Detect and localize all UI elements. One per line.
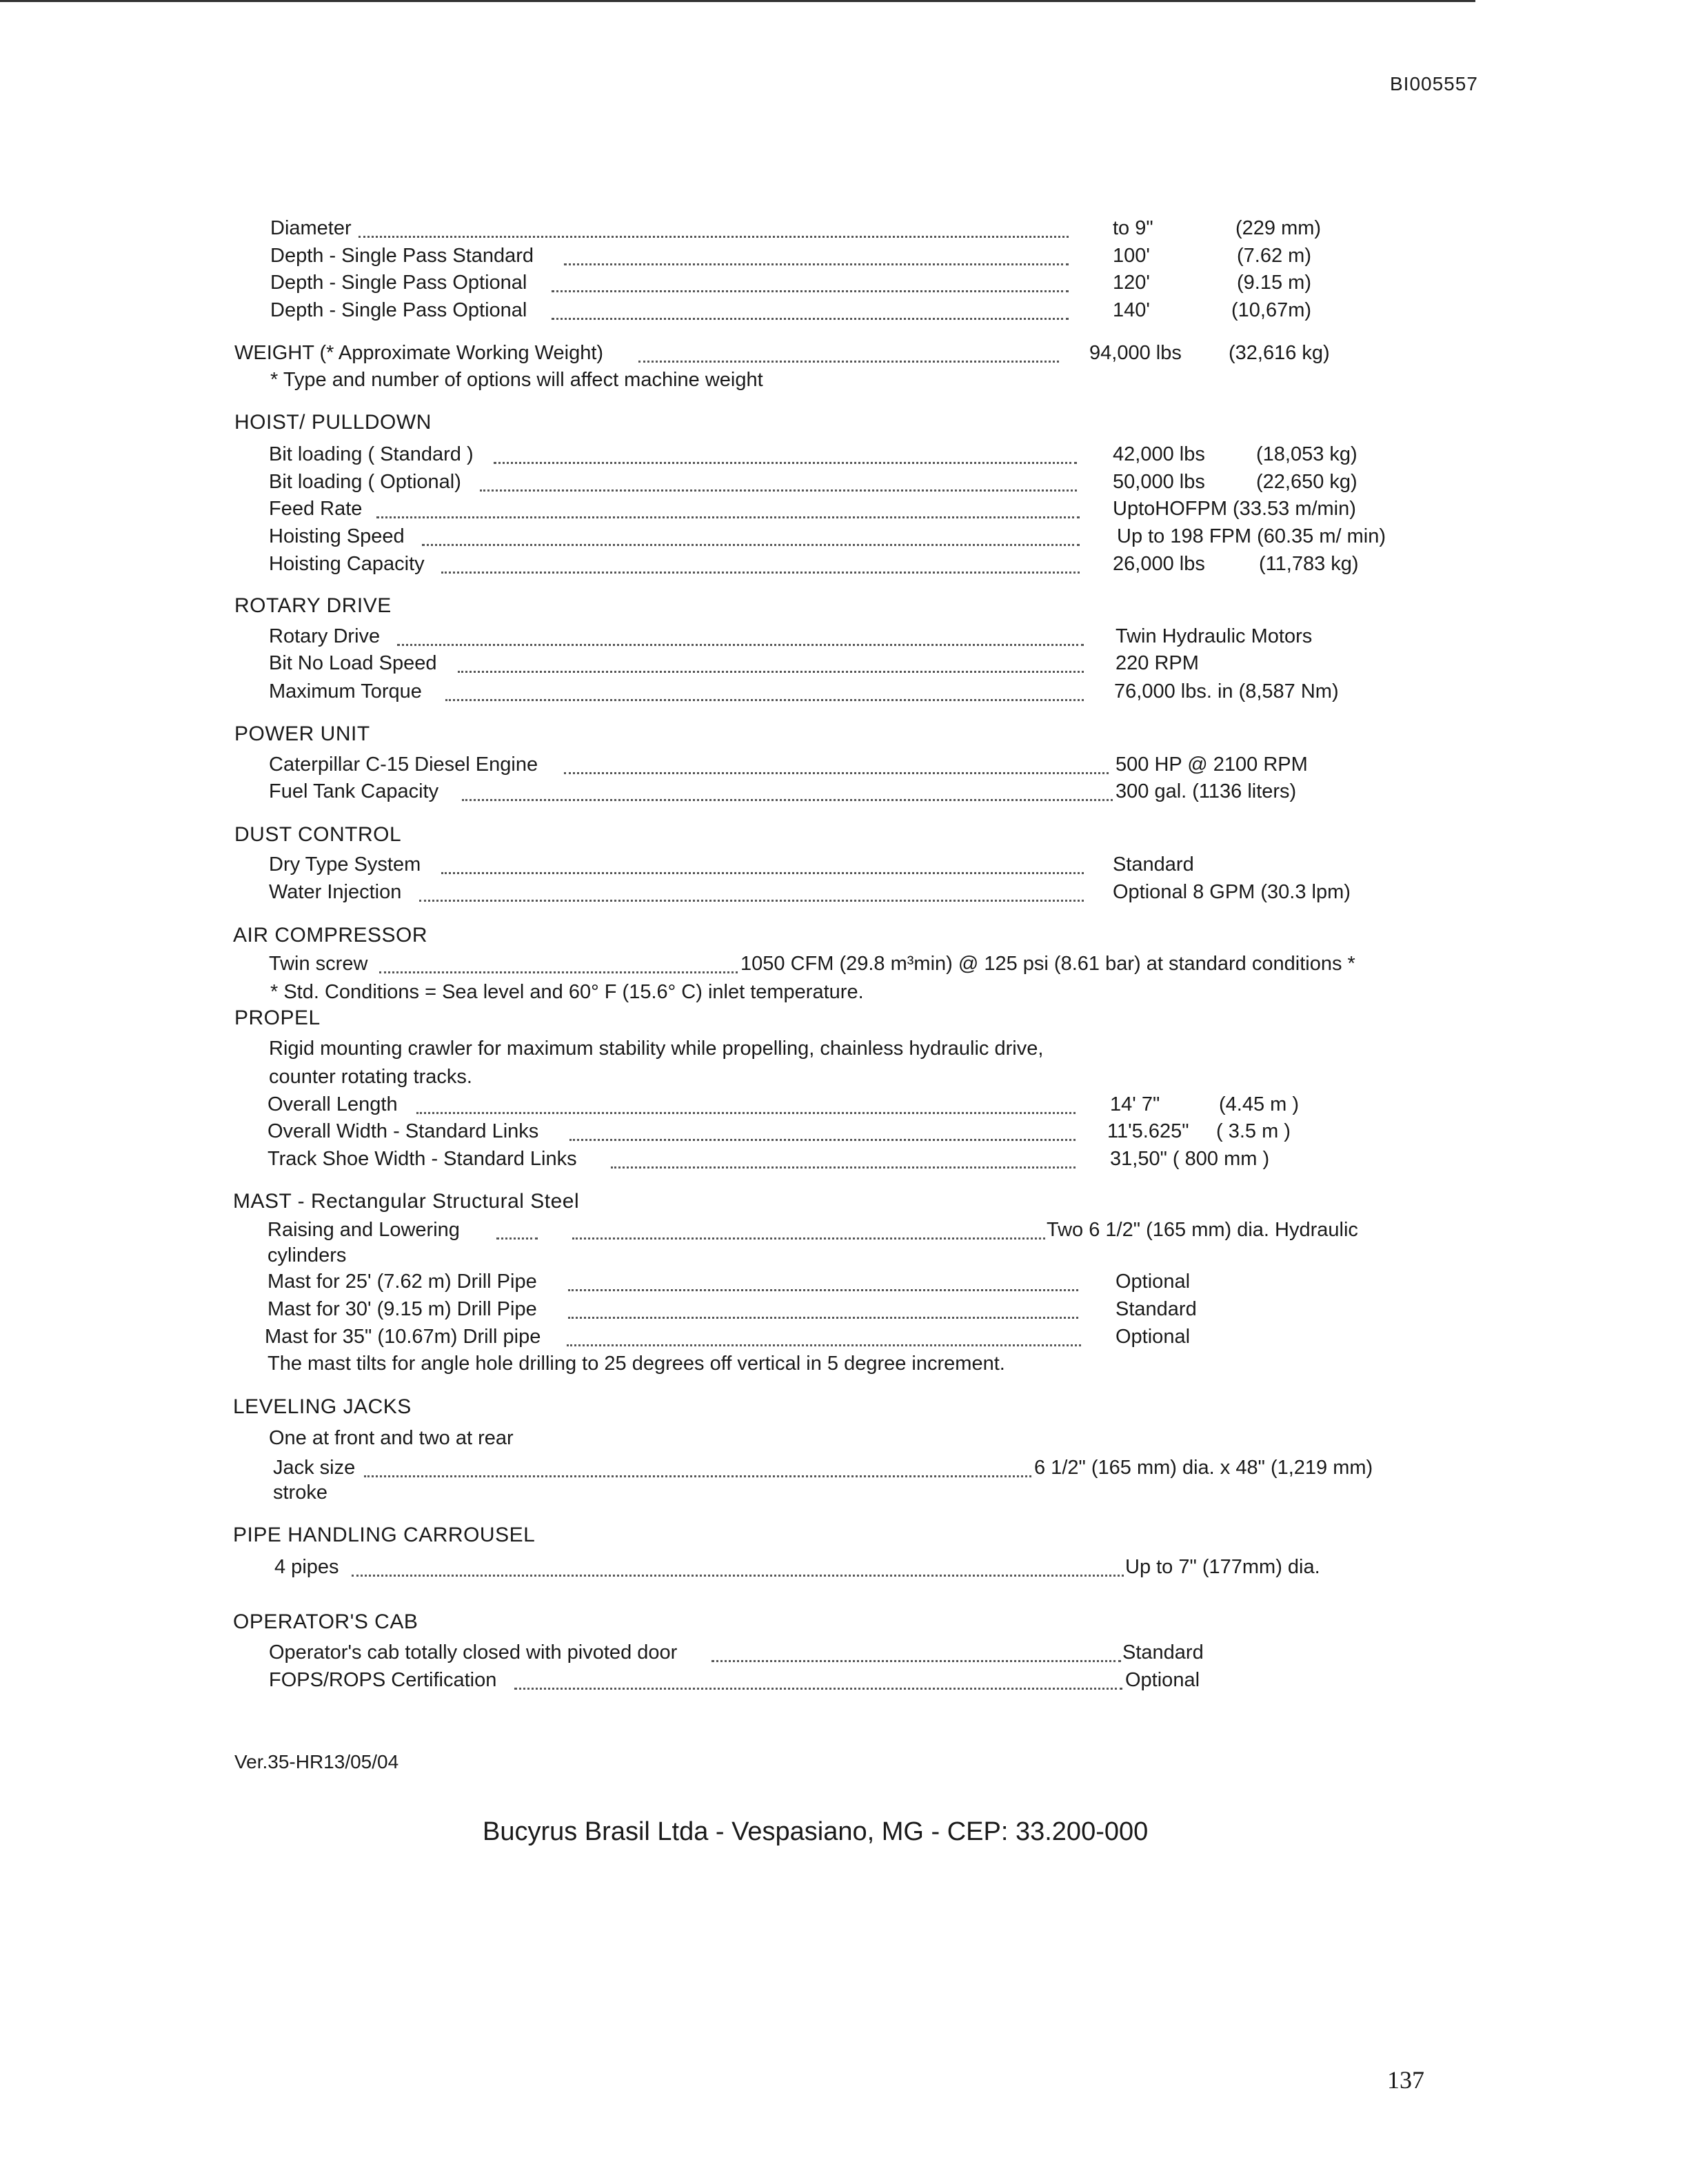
weight-value: 94,000 lbs (1089, 342, 1182, 364)
section-heading: PROPEL (234, 1007, 321, 1029)
diameter-value: to 9" (1113, 217, 1153, 239)
raising-lowering-continued: cylinders (267, 1244, 347, 1266)
leader-dots (445, 698, 1084, 701)
section-heading: DUST CONTROL (234, 823, 402, 846)
leader-dots (441, 570, 1080, 574)
fuel-tank-capacity-value: 300 gal. (1136 liters) (1115, 780, 1297, 802)
hoisting-capacity-label: Hoisting Capacity (269, 553, 425, 575)
overall-width-value: 11'5.625" (1107, 1120, 1189, 1142)
hoisting-capacity-value: 26,000 lbs (1113, 553, 1205, 575)
company-footer: Bucyrus Brasil Ltda - Vespasiano, MG - CEP: 33.200-000 (483, 1817, 1149, 1846)
raising-lowering-label: Raising and Lowering (267, 1219, 460, 1241)
depth-optional-metric: (9.15 m) (1237, 272, 1311, 294)
leader-dots (480, 488, 1077, 492)
section-heading: HOIST/ PULLDOWN (234, 411, 432, 434)
bit-loading-standard-metric: (18,053 kg) (1256, 443, 1357, 465)
leader-dots (422, 543, 1080, 546)
fops-rops-label: FOPS/ROPS Certification (269, 1669, 497, 1691)
water-injection-value: Optional 8 GPM (30.3 lpm) (1113, 881, 1351, 903)
depth-optional-label: Depth - Single Pass Optional (270, 272, 527, 294)
leader-dots (359, 234, 1069, 238)
page-number: 137 (1387, 2066, 1424, 2094)
hoisting-capacity-metric: (11,783 kg) (1259, 553, 1359, 575)
dry-type-system-label: Dry Type System (269, 853, 421, 876)
bit-loading-optional-metric: (22,650 kg) (1256, 471, 1357, 493)
leader-dots (397, 643, 1084, 646)
leader-dots (441, 871, 1084, 874)
engine-label: Caterpillar C-15 Diesel Engine (269, 754, 538, 776)
depth-optional-metric: (10,67m) (1231, 299, 1312, 321)
depth-standard-label: Depth - Single Pass Standard (270, 245, 534, 267)
jack-size-value: 6 1/2" (165 mm) dia. x 48" (1,219 mm) (1034, 1457, 1373, 1479)
rotary-drive-label: Rotary Drive (269, 625, 381, 647)
leader-dots (567, 1343, 1081, 1346)
section-heading: OPERATOR'S CAB (233, 1610, 418, 1633)
section-heading: ROTARY DRIVE (234, 594, 392, 617)
hoisting-speed-value: Up to 198 FPM (60.35 m/ min) (1117, 525, 1386, 547)
mast-25-label: Mast for 25' (7.62 m) Drill Pipe (267, 1271, 537, 1293)
engine-value: 500 HP @ 2100 RPM (1115, 754, 1308, 776)
air-conditions-note: * Std. Conditions = Sea level and 60° F (15.6° C) inlet temperature. (270, 981, 864, 1003)
bit-loading-optional-value: 50,000 lbs (1113, 471, 1205, 493)
leader-dots (514, 1686, 1122, 1690)
depth-optional-value: 140' (1113, 299, 1150, 321)
mast-25-value: Optional (1115, 1271, 1191, 1293)
feed-rate-value: UptoHOFPM (33.53 m/min) (1113, 498, 1356, 520)
track-shoe-width-label: Track Shoe Width - Standard Links (267, 1148, 577, 1170)
raising-lowering-value: Two 6 1/2" (165 mm) dia. Hydraulic (1047, 1219, 1358, 1241)
water-injection-label: Water Injection (269, 881, 402, 903)
overall-length-value: 14' 7" (1110, 1093, 1160, 1115)
leader-dots (494, 461, 1077, 464)
leader-dots (569, 1138, 1076, 1141)
weight-metric: (32,616 kg) (1229, 342, 1330, 364)
leader-dots (419, 898, 1084, 902)
operator-cab-value: Standard (1122, 1641, 1204, 1664)
pipes-label: 4 pipes (274, 1556, 339, 1578)
mast-35-value: Optional (1115, 1326, 1191, 1348)
depth-optional-value: 120' (1113, 272, 1150, 294)
propel-description: counter rotating tracks. (269, 1066, 472, 1088)
leader-dots (568, 1288, 1078, 1291)
top-rule (0, 0, 1475, 2)
jacks-description: One at front and two at rear (269, 1427, 514, 1449)
bit-loading-standard-value: 42,000 lbs (1113, 443, 1205, 465)
depth-standard-value: 100' (1113, 245, 1150, 267)
leader-dots (638, 359, 1059, 363)
pipes-value: Up to 7" (177mm) dia. (1125, 1556, 1320, 1578)
maximum-torque-label: Maximum Torque (269, 680, 422, 702)
track-shoe-width-value: 31,50" ( 800 mm ) (1110, 1148, 1270, 1170)
section-heading: POWER UNIT (234, 722, 370, 745)
leader-dots (352, 1573, 1124, 1577)
weight-note: * Type and number of options will affect machine weight (270, 369, 763, 391)
leader-dots (376, 515, 1080, 518)
bit-loading-standard-label: Bit loading ( Standard ) (269, 443, 474, 465)
leader-dots (552, 289, 1069, 292)
version-text: Ver.35-HR13/05/04 (234, 1751, 399, 1772)
mast-30-value: Standard (1115, 1298, 1197, 1320)
mast-30-label: Mast for 30' (9.15 m) Drill Pipe (267, 1298, 537, 1320)
section-heading: AIR COMPRESSOR (233, 924, 428, 947)
jack-size-continued: stroke (273, 1482, 327, 1504)
leader-dots (564, 262, 1069, 265)
leader-dots (711, 1659, 1121, 1662)
mast-tilt-note: The mast tilts for angle hole drilling to 25 degrees off vertical in 5 degree increment. (267, 1353, 1005, 1375)
rotary-drive-value: Twin Hydraulic Motors (1115, 625, 1313, 647)
bit-loading-optional-label: Bit loading ( Optional) (269, 471, 461, 493)
section-heading: LEVELING JACKS (233, 1395, 412, 1418)
leader-dots (458, 669, 1084, 673)
twin-screw-label: Twin screw (269, 953, 368, 975)
diameter-label: Diameter (270, 217, 352, 239)
mast-35-label: Mast for 35" (10.67m) Drill pipe (265, 1326, 541, 1348)
hoisting-speed-label: Hoisting Speed (269, 525, 405, 547)
leader-dots (611, 1165, 1076, 1169)
propel-description: Rigid mounting crawler for maximum stability while propelling, chainless hydraulic drive, (269, 1038, 1044, 1060)
dry-type-system-value: Standard (1113, 853, 1194, 876)
twin-screw-value: 1050 CFM (29.8 m³min) @ 125 psi (8.61 bar) at standard conditions * (740, 953, 1355, 975)
fops-rops-value: Optional (1125, 1669, 1200, 1691)
fuel-tank-capacity-label: Fuel Tank Capacity (269, 780, 439, 802)
leader-dots (379, 970, 738, 973)
leader-dots (564, 771, 1109, 774)
leader-dots (496, 1236, 538, 1240)
overall-width-label: Overall Width - Standard Links (267, 1120, 539, 1142)
jack-size-label: Jack size (273, 1457, 356, 1479)
diameter-metric: (229 mm) (1235, 217, 1322, 239)
operator-cab-label: Operator's cab totally closed with pivoted door (269, 1641, 678, 1664)
weight-label: WEIGHT (* Approximate Working Weight) (234, 342, 604, 364)
bit-no-load-speed-label: Bit No Load Speed (269, 652, 437, 674)
maximum-torque-value: 76,000 lbs. in (8,587 Nm) (1114, 680, 1339, 702)
document-id: BI005557 (1390, 73, 1478, 94)
leader-dots (568, 1315, 1078, 1319)
overall-length-metric: (4.45 m ) (1219, 1093, 1300, 1115)
overall-length-label: Overall Length (267, 1093, 398, 1115)
depth-standard-metric: (7.62 m) (1237, 245, 1311, 267)
section-heading: MAST - Rectangular Structural Steel (233, 1190, 580, 1213)
depth-optional-label: Depth - Single Pass Optional (270, 299, 527, 321)
leader-dots (572, 1236, 1045, 1240)
leader-dots (552, 316, 1069, 320)
feed-rate-label: Feed Rate (269, 498, 363, 520)
overall-width-metric: ( 3.5 m ) (1216, 1120, 1291, 1142)
bit-no-load-speed-value: 220 RPM (1115, 652, 1199, 674)
leader-dots (416, 1111, 1076, 1114)
leader-dots (462, 798, 1113, 801)
section-heading: PIPE HANDLING CARROUSEL (233, 1524, 536, 1546)
leader-dots (364, 1474, 1031, 1477)
